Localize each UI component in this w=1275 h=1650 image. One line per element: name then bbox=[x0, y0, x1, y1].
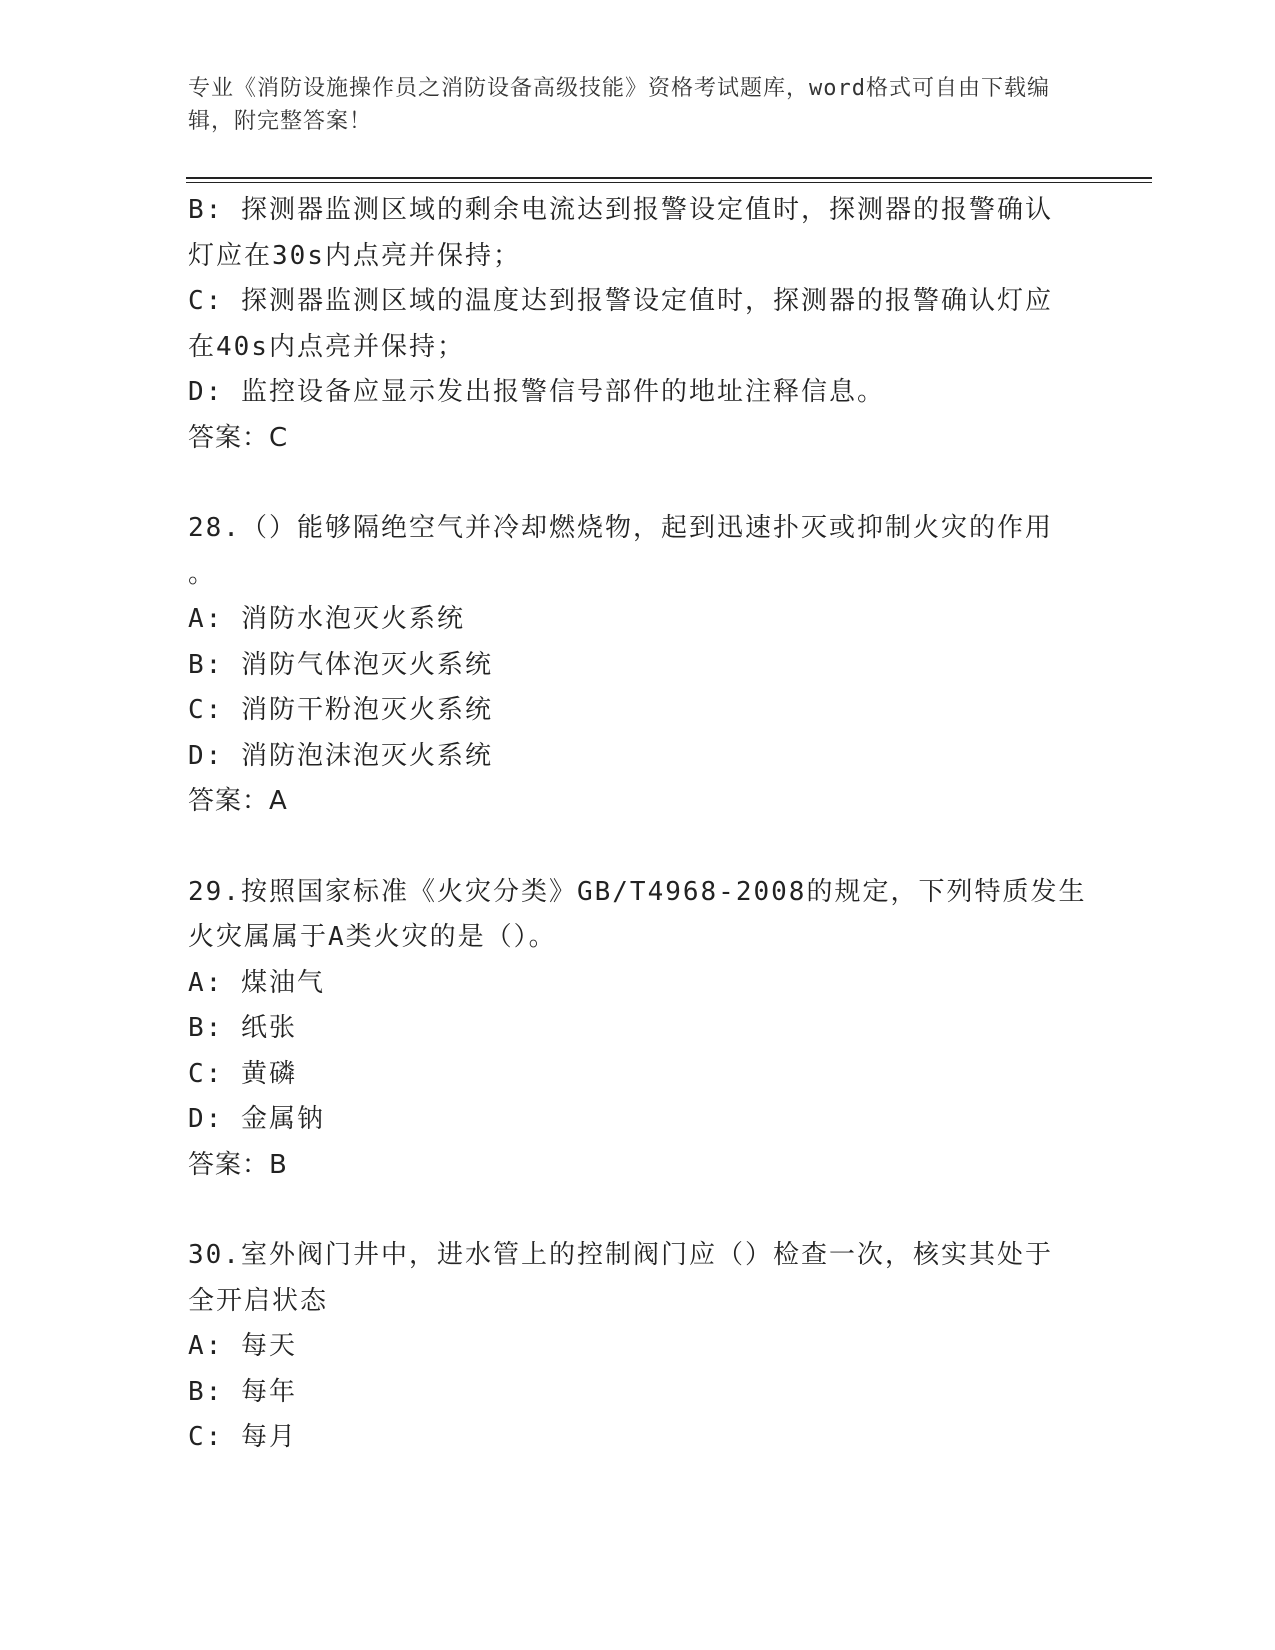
question-28 bbox=[188, 506, 1068, 825]
header-rule-thick bbox=[186, 177, 1152, 179]
option-a: A: 每天 bbox=[188, 1331, 297, 1361]
prev-question-block bbox=[188, 188, 1068, 461]
option-c: C: 消防干粉泡灭火系统 bbox=[188, 695, 493, 725]
answer-text: 答案：B bbox=[188, 1149, 288, 1180]
question-content bbox=[188, 188, 1087, 1461]
question-stem-continued: 火灾属属于A类火灾的是（）。 bbox=[188, 922, 557, 952]
question-stem: 29.按照国家标准《火灾分类》GB/T4968-2008的规定，下列特质发生 bbox=[188, 876, 1087, 907]
question-stem-continued: 。 bbox=[188, 558, 217, 589]
option-a: A: 煤油气 bbox=[188, 967, 325, 998]
question-30 bbox=[188, 1233, 1068, 1461]
option-d: D: 消防泡沫泡灭火系统 bbox=[188, 740, 493, 771]
option-b: B: 消防气体泡灭火系统 bbox=[188, 649, 493, 680]
question-29 bbox=[188, 870, 1087, 1189]
option-c: C: 黄磷 bbox=[188, 1058, 297, 1089]
question-stem: 30.室外阀门井中，进水管上的控制阀门应（）检查一次，核实其处于 bbox=[188, 1240, 1053, 1270]
option-b: B: 每年 bbox=[188, 1376, 297, 1407]
option-c: C: 每月 bbox=[188, 1422, 297, 1452]
page-header: 专业《消防设施操作员之消防设备高级技能》资格考试题库，word格式可自由下载编辑，附完整答案！ bbox=[188, 76, 1050, 134]
header-rule-thin bbox=[186, 182, 1152, 183]
option-b: B: 探测器监测区域的剩余电流达到报警设定值时，探测器的报警确认灯应在30s内点亮并保持； bbox=[188, 195, 1053, 271]
answer-text: 答案：C bbox=[188, 422, 289, 453]
option-a: A: 消防水泡灭火系统 bbox=[188, 604, 465, 634]
answer-text: 答案：A bbox=[188, 786, 288, 816]
option-b: B: 纸张 bbox=[188, 1013, 297, 1043]
question-stem-continued: 全开启状态 bbox=[188, 1285, 329, 1316]
option-d: D: 金属钠 bbox=[188, 1104, 325, 1134]
option-c: C: 探测器监测区域的温度达到报警设定值时，探测器的报警确认灯应在40s内点亮并保持； bbox=[188, 286, 1053, 362]
option-d: D: 监控设备应显示发出报警信号部件的地址注释信息。 bbox=[188, 377, 885, 407]
question-stem: 28.（）能够隔绝空气并冷却燃烧物，起到迅速扑灭或抑制火灾的作用 bbox=[188, 513, 1053, 543]
